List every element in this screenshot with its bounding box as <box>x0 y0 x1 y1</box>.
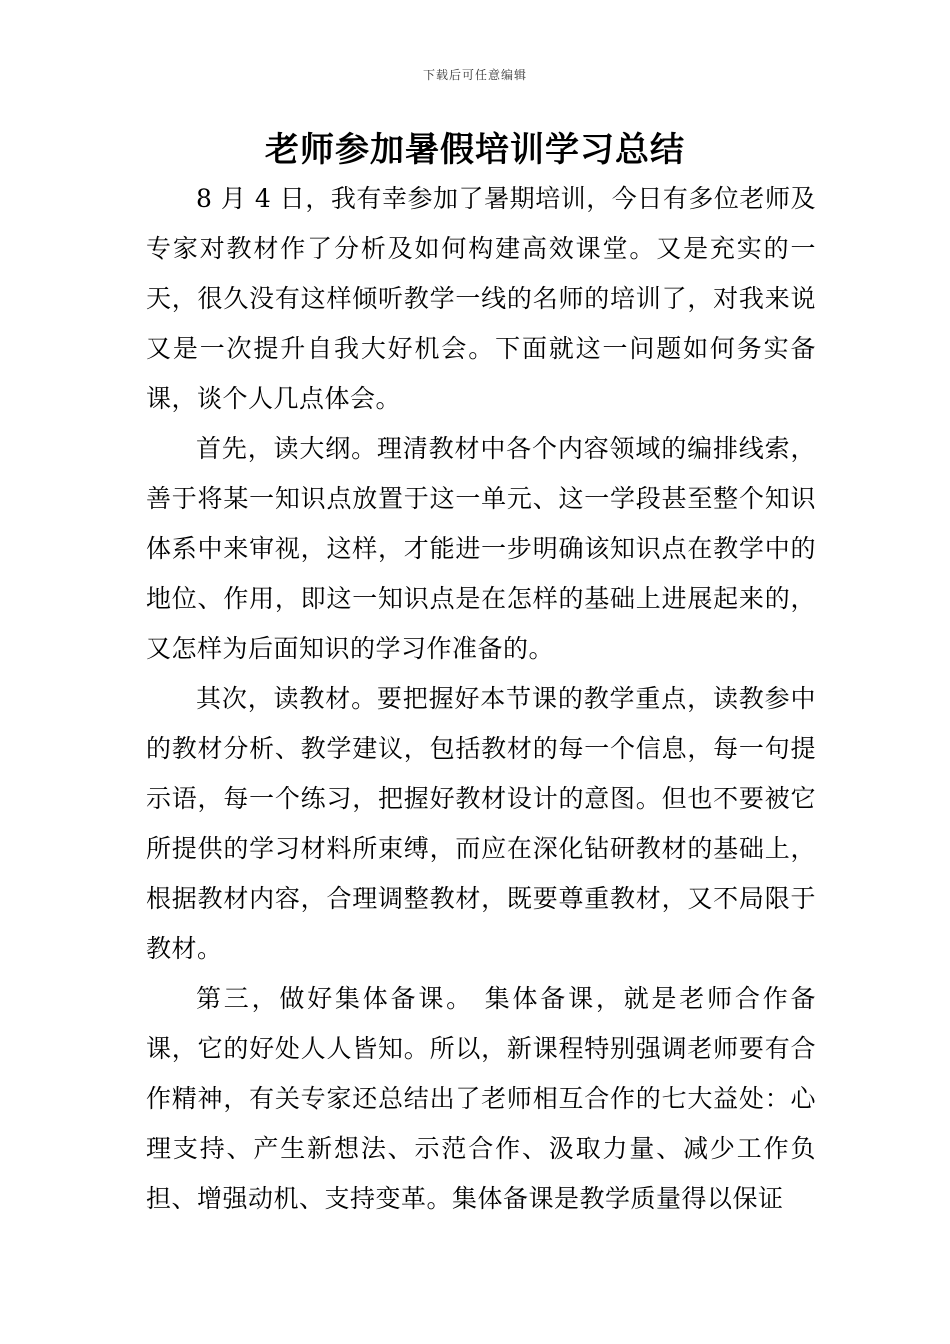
paragraph-1: 8 月 4 日，我有幸参加了暑期培训，今日有多位老师及专家对教材作了分析及如何构建高效课堂。又是充实的一天，很久没有这样倾听教学一线的名师的培训了，对我来说又是一次提升自我大好机会。下面就这一问题如何务实备课，谈个人几点体会。 <box>146 184 816 413</box>
document-title: 老师参加暑假培训学习总结 <box>265 130 685 170</box>
document-body <box>146 174 816 1224</box>
paragraph-4: 第三，做好集体备课。 集体备课，就是老师合作备课，它的好处人人皆知。所以，新课程特别强调老师要有合作精神，有关专家还总结出了老师相互合作的七大益处：心理支持、产生新想法、示范合作、汲取力量、减少工作负担、增强动机、支持变革。集体备课是教学质量得以保证 <box>146 984 816 1213</box>
paragraph-2: 首先，读大纲。理清教材中各个内容领域的编排线索，善于将某一知识点放置于这一单元、这一学段甚至整个知识体系中来审视，这样，才能进一步明确该知识点在教学中的地位、作用，即这一知识点是在怎样的基础上进展起来的，又怎样为后面知识的学习作准备的。 <box>146 434 816 663</box>
paragraph-3: 其次，读教材。要把握好本节课的教学重点，读教参中的教材分析、教学建议，包括教材的每一个信息，每一句提示语，每一个练习，把握好教材设计的意图。但也不要被它所提供的学习材料所束缚，而应在深化钻研教材的基础上，根据教材内容，合理调整教材，既要尊重教材，又不局限于教材。 <box>146 684 816 963</box>
header-note: 下载后可任意编辑 <box>422 68 527 82</box>
